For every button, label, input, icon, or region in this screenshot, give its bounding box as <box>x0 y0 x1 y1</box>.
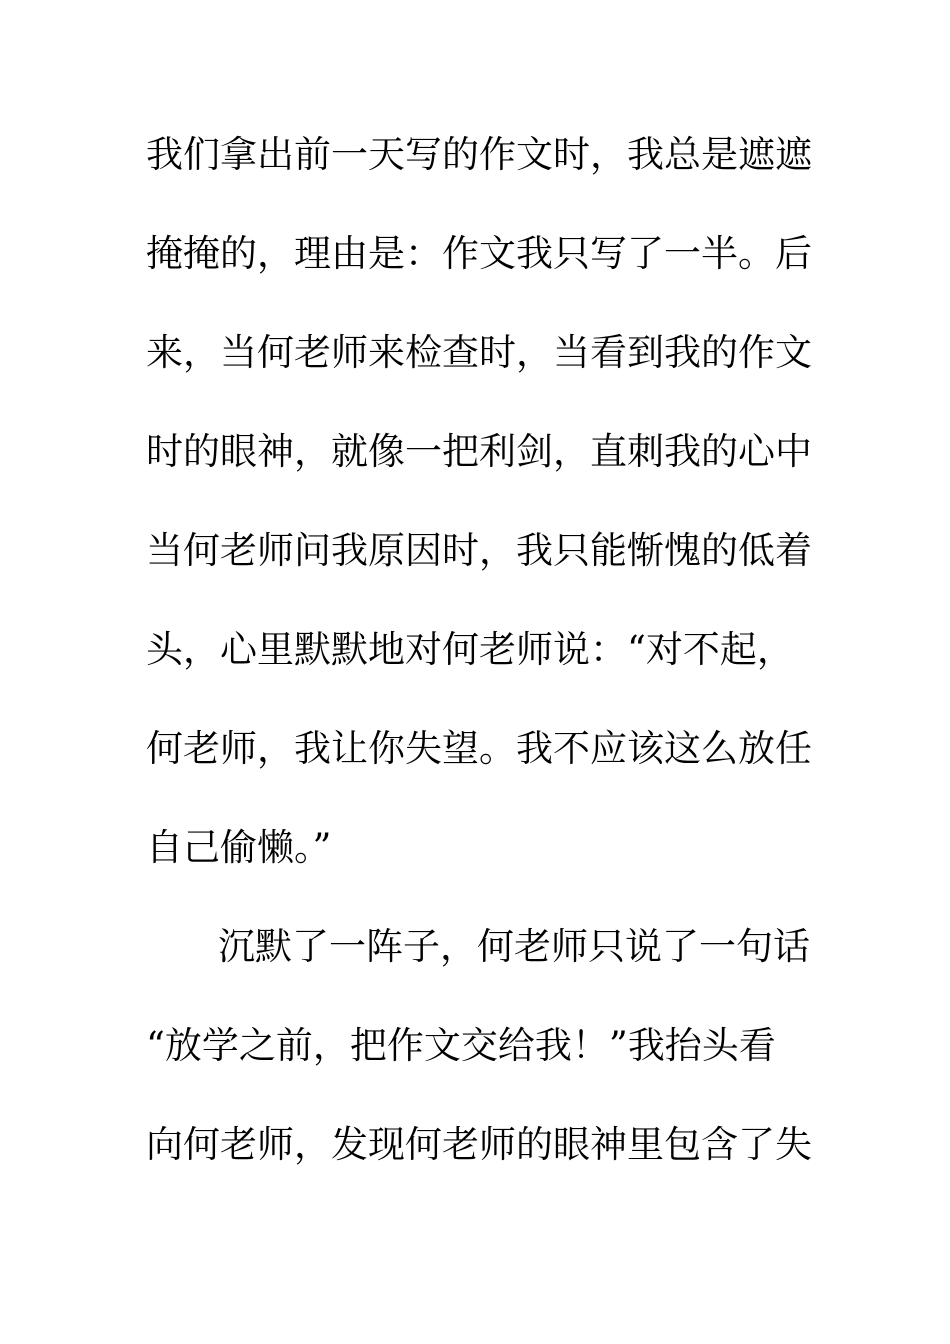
text-line-3: 来，当何老师来检查时，当看到我的作文 <box>146 331 812 374</box>
text-line-6: 头，心里默默地对何老师说：“对不起， <box>146 628 794 671</box>
body-text <box>146 122 826 1211</box>
text-line-4: 时的眼神，就像一把利剑，直刺我的心中 <box>146 430 812 473</box>
text-line-2: 掩掩的，理由是：作文我只写了一半。后 <box>146 232 812 275</box>
text-line-10: “放学之前，把作文交给我！”我抬头看 <box>146 1024 776 1067</box>
text-line-7: 何老师，我让你失望。我不应该这么放任 <box>146 727 812 770</box>
paragraph-start-line: 沉默了一阵子，何老师只说了一句话 <box>218 925 810 968</box>
text-line-11: 向何老师，发现何老师的眼神里包含了失 <box>146 1123 812 1166</box>
text-line-1: 我们拿出前一天写的作文时，我总是遮遮 <box>146 133 812 176</box>
text-line-5: 当何老师问我原因时，我只能惭愧的低着 <box>146 529 812 572</box>
text-line-8: 自己偷懒。” <box>146 826 332 869</box>
